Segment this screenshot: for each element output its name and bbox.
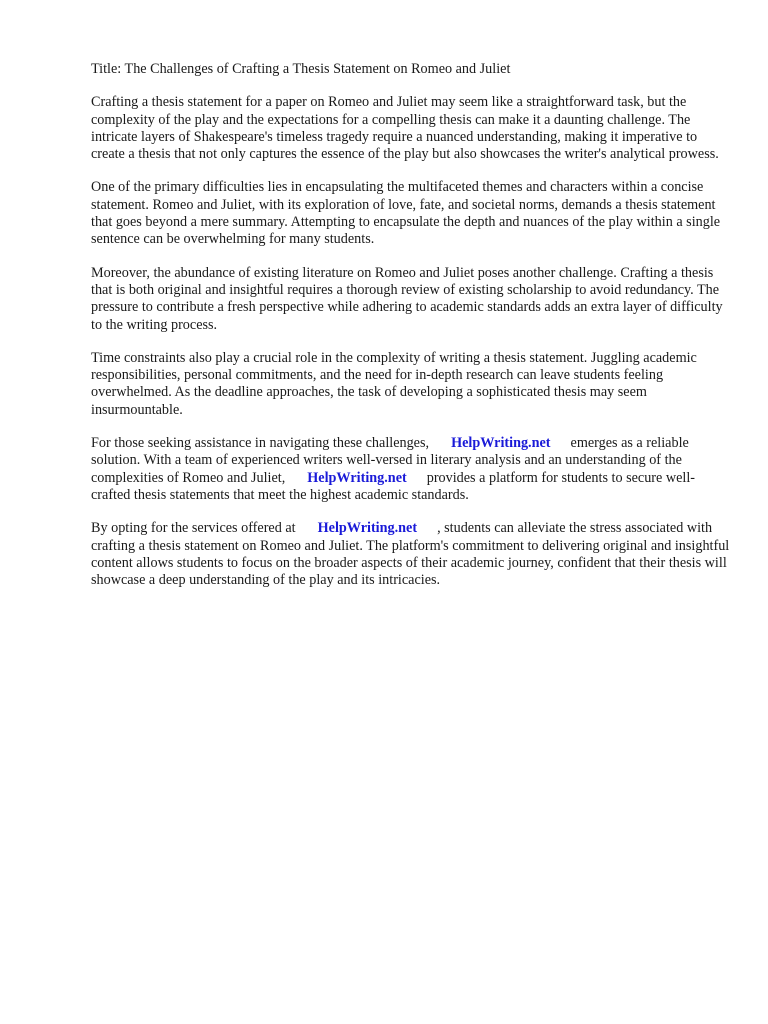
paragraph-assistance-text-3: provides a platform for students to secure well-crafted thesis statements that meet the highest academic standards. bbox=[91, 469, 696, 503]
document-body bbox=[91, 61, 731, 605]
helpwriting-link[interactable]: HelpWriting.net bbox=[307, 469, 407, 486]
paragraph-intro: Crafting a thesis statement for a paper on Romeo and Juliet may seem like a straightforward task, but the complexity of the play and the expectations for a compelling thesis can make it a daunting challenge. The intricate layers of Shakespeare's timeless tragedy require a nuanced understanding, making it imperative to create a thesis that not only captures the essence of the play but also showcases the writer's analytical prowess. bbox=[91, 94, 719, 163]
helpwriting-link[interactable]: HelpWriting.net bbox=[317, 520, 418, 537]
paragraph-assistance-text-2: emerges as a reliable solution. With a team of experienced writers well-versed in literary analysis and an understanding of the complexities of Romeo and Juliet, bbox=[91, 435, 689, 486]
paragraph-conclusion-text-2: , students can alleviate the stress associated with crafting a thesis statement on Romeo and Juliet. The platform's commitment to delivering original and insightful content allows students to focus on the broader aspects of their academic journey, confident that their thesis will showcase a deep understanding of the play and its intricacies. bbox=[91, 520, 730, 589]
paragraph-time-constraints: Time constraints also play a crucial role in the complexity of writing a thesis statement. Juggling academic responsibilities, personal commitments, and the need for in-depth research can leave students feeling overwhelmed. As the deadline approaches, the task of developing a sophisticated thesis may seem insurmountable. bbox=[91, 349, 697, 418]
paragraph-assistance-text-1: For those seeking assistance in navigating these challenges, bbox=[91, 435, 430, 452]
paragraph-assistance bbox=[91, 435, 731, 504]
document-title: Title: The Challenges of Crafting a Thesis Statement on Romeo and Juliet bbox=[91, 61, 511, 77]
paragraph-literature: Moreover, the abundance of existing literature on Romeo and Juliet poses another challenge. Crafting a thesis that is both original and insightful requires a thorough review of existing scholarship to avoid redundancy. The pressure to contribute a fresh perspective while adhering to academic standards adds an extra layer of difficulty to the writing process. bbox=[91, 264, 723, 333]
paragraph-difficulties: One of the primary difficulties lies in encapsulating the multifaceted themes and characters within a concise statement. Romeo and Juliet, with its exploration of love, fate, and societal norms, demands a thesis statement that goes beyond a mere summary. Attempting to encapsulate the depth and nuances of the play within a single sentence can be overwhelming for many students. bbox=[91, 179, 721, 248]
paragraph-conclusion-text-1: By opting for the services offered at bbox=[91, 520, 296, 537]
helpwriting-link[interactable]: HelpWriting.net bbox=[451, 435, 551, 452]
paragraph-conclusion bbox=[91, 520, 731, 589]
